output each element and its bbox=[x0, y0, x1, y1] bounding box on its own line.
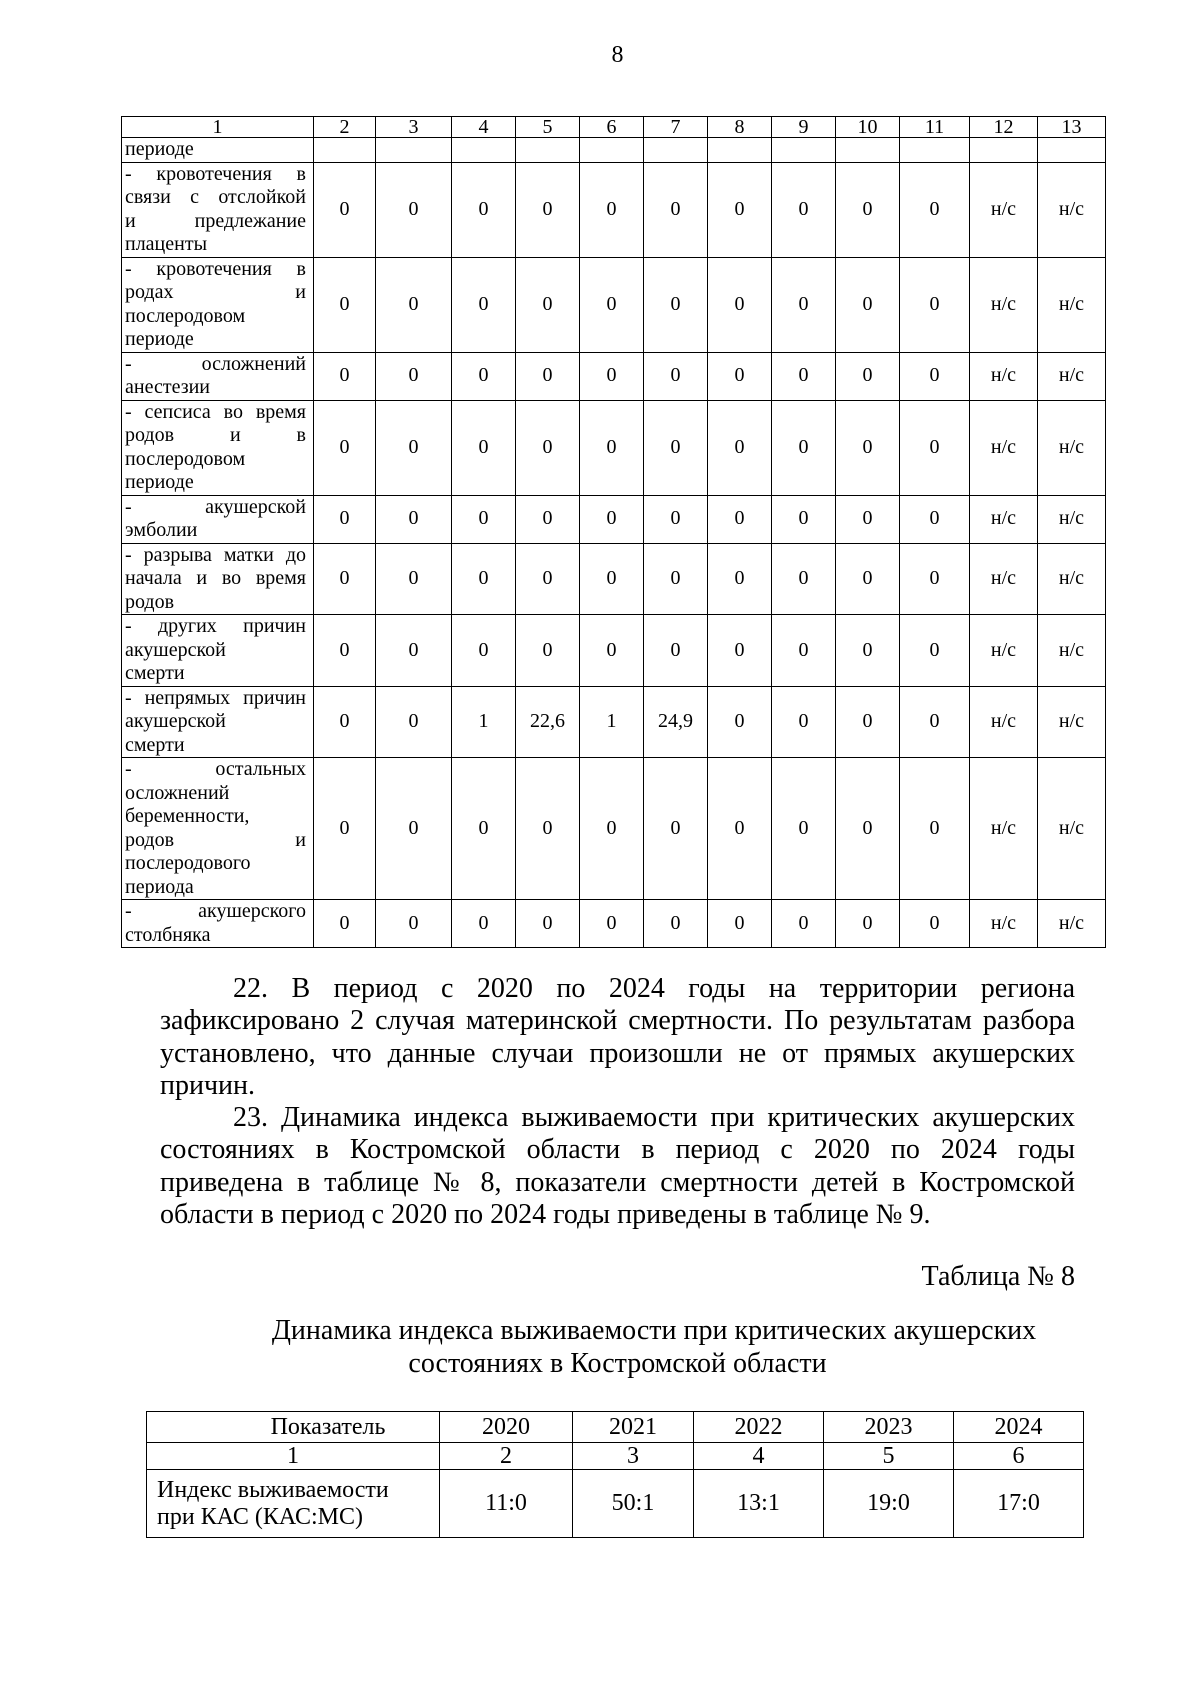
value-cell bbox=[452, 138, 516, 163]
row-label-line: - сепсиса во время bbox=[125, 400, 306, 423]
row-label-line: - кровотечения в bbox=[125, 162, 306, 185]
value-cell: 0 bbox=[772, 352, 836, 400]
column-number-cell: 2 bbox=[314, 117, 376, 138]
value-cell: 0 bbox=[452, 615, 516, 687]
value-cell: 0 bbox=[516, 400, 580, 495]
value-cell: 0 bbox=[772, 162, 836, 257]
value-cell: 0 bbox=[516, 758, 580, 900]
header-cell-year: 2022 bbox=[694, 1412, 824, 1443]
row-label-line: периоде bbox=[125, 328, 194, 350]
paragraph-23-line: 23. Динамика индекса выживаемости при критических акушерских bbox=[233, 1102, 1075, 1134]
row-label-line: начала и во время bbox=[125, 567, 306, 589]
value-cell: 0 bbox=[516, 162, 580, 257]
row-label-line: - остальных bbox=[125, 758, 306, 780]
row-label bbox=[122, 257, 314, 352]
row-label bbox=[122, 352, 314, 400]
value-cell: 0 bbox=[644, 352, 708, 400]
value-cell: н/с bbox=[1038, 686, 1106, 758]
column-number-cell: 5 bbox=[824, 1443, 954, 1470]
row-label-line: - других причин bbox=[125, 615, 306, 637]
value-cell: 0 bbox=[376, 758, 452, 900]
value-cell: 17:0 bbox=[954, 1470, 1084, 1538]
value-cell: 0 bbox=[772, 615, 836, 687]
value-cell: 0 bbox=[772, 400, 836, 495]
paragraph-23-line: приведена в таблице № 8, показатели смертности детей в Костромской bbox=[160, 1166, 1075, 1198]
value-cell: 0 bbox=[708, 400, 772, 495]
value-cell: 0 bbox=[314, 758, 376, 900]
value-cell bbox=[772, 138, 836, 163]
value-cell: 0 bbox=[900, 615, 970, 687]
row-label bbox=[122, 400, 314, 495]
value-cell: 0 bbox=[516, 900, 580, 948]
row-label-line: - акушерского bbox=[125, 900, 306, 922]
value-cell: 0 bbox=[452, 257, 516, 352]
value-cell: н/с bbox=[970, 257, 1038, 352]
value-cell: 0 bbox=[376, 495, 452, 543]
column-number-cell: 4 bbox=[452, 117, 516, 138]
value-cell: 0 bbox=[516, 615, 580, 687]
row-label bbox=[122, 543, 314, 615]
row-label-line: - непрямых причин bbox=[125, 686, 306, 709]
value-cell: 0 bbox=[708, 900, 772, 948]
row-label-line: - разрыва матки до bbox=[125, 543, 306, 566]
row-label-line: родов и bbox=[125, 828, 306, 851]
body-text bbox=[160, 973, 1075, 1231]
column-number-cell: 4 bbox=[694, 1443, 824, 1470]
row-label bbox=[122, 615, 314, 687]
value-cell bbox=[516, 138, 580, 163]
value-cell: 0 bbox=[516, 495, 580, 543]
row-label-line: при КАС (КАС:МС) bbox=[157, 1503, 363, 1530]
page-number: 8 bbox=[611, 42, 624, 68]
row-label-line: беременности, bbox=[125, 805, 250, 827]
column-number-cell: 6 bbox=[954, 1443, 1084, 1470]
row-label-line: акушерской bbox=[125, 638, 226, 661]
header-cell-year: 2023 bbox=[824, 1412, 954, 1443]
paragraph-22-line: 22. В период с 2020 по 2024 годы на территории региона bbox=[233, 973, 1075, 1004]
table-row bbox=[122, 495, 1106, 543]
value-cell: 0 bbox=[452, 495, 516, 543]
column-number-cell: 5 bbox=[516, 117, 580, 138]
value-cell: 0 bbox=[772, 495, 836, 543]
table-row bbox=[122, 257, 1106, 352]
value-cell: 0 bbox=[900, 686, 970, 758]
value-cell: 1 bbox=[452, 686, 516, 758]
value-cell: 0 bbox=[644, 615, 708, 687]
value-cell: 0 bbox=[452, 162, 516, 257]
value-cell: 0 bbox=[452, 900, 516, 948]
value-cell: 0 bbox=[900, 162, 970, 257]
row-label-line: эмболии bbox=[125, 519, 198, 541]
table-row bbox=[122, 900, 1106, 948]
value-cell: н/с bbox=[1038, 758, 1106, 900]
value-cell: 0 bbox=[644, 543, 708, 615]
value-cell: 0 bbox=[376, 257, 452, 352]
column-number-cell: 3 bbox=[573, 1443, 694, 1470]
value-cell: 0 bbox=[708, 495, 772, 543]
column-number-cell: 3 bbox=[376, 117, 452, 138]
value-cell: 0 bbox=[900, 352, 970, 400]
row-label-line: послеродовом bbox=[125, 304, 246, 327]
value-cell: 11:0 bbox=[440, 1470, 573, 1538]
value-cell: 0 bbox=[580, 758, 644, 900]
value-cell: 0 bbox=[452, 400, 516, 495]
value-cell: 0 bbox=[314, 495, 376, 543]
value-cell: 0 bbox=[516, 543, 580, 615]
paragraph-22-line: установлено, что данные случаи произошли не от прямых акушерских bbox=[160, 1037, 1075, 1069]
table-row bbox=[122, 615, 1106, 687]
column-number-cell: 1 bbox=[147, 1443, 440, 1470]
table-body bbox=[122, 117, 1106, 948]
value-cell: 0 bbox=[708, 257, 772, 352]
column-number-cell: 6 bbox=[580, 117, 644, 138]
row-label-line: периоде bbox=[125, 471, 194, 493]
value-cell: 0 bbox=[580, 257, 644, 352]
column-number-cell: 12 bbox=[970, 117, 1038, 138]
value-cell bbox=[708, 138, 772, 163]
value-cell: н/с bbox=[970, 543, 1038, 615]
table-row bbox=[122, 162, 1106, 257]
value-cell: 0 bbox=[644, 495, 708, 543]
value-cell: 0 bbox=[900, 495, 970, 543]
value-cell: 0 bbox=[900, 758, 970, 900]
row-label-line: акушерской bbox=[125, 710, 226, 732]
value-cell: 0 bbox=[580, 543, 644, 615]
value-cell: 22,6 bbox=[516, 686, 580, 758]
column-number-row bbox=[122, 117, 1106, 138]
value-cell: 0 bbox=[772, 686, 836, 758]
value-cell: 0 bbox=[708, 352, 772, 400]
value-cell: 0 bbox=[314, 615, 376, 687]
value-cell: 0 bbox=[314, 257, 376, 352]
survival-index-table bbox=[146, 1411, 1084, 1538]
row-label-line: периода bbox=[125, 875, 194, 898]
value-cell: 0 bbox=[314, 543, 376, 615]
header-cell-year: 2021 bbox=[573, 1412, 694, 1443]
value-cell: 0 bbox=[580, 400, 644, 495]
paragraph-22-line: зафиксировано 2 случая материнской смертности. По результатам разбора bbox=[160, 1005, 1075, 1037]
value-cell: 0 bbox=[376, 162, 452, 257]
value-cell: 0 bbox=[836, 352, 900, 400]
header-cell-year: 2020 bbox=[440, 1412, 573, 1443]
table-title-line: Динамика индекса выживаемости при критических акушерских bbox=[271, 1315, 1037, 1346]
value-cell: 0 bbox=[314, 162, 376, 257]
table-title bbox=[160, 1314, 1075, 1380]
value-cell: н/с bbox=[970, 615, 1038, 687]
value-cell: 0 bbox=[772, 257, 836, 352]
column-number-cell: 11 bbox=[900, 117, 970, 138]
value-cell: 0 bbox=[708, 543, 772, 615]
row-label-line: плаценты bbox=[125, 233, 208, 255]
value-cell: 0 bbox=[580, 615, 644, 687]
header-cell-indicator: Показатель bbox=[147, 1412, 440, 1443]
column-number-cell: 7 bbox=[644, 117, 708, 138]
value-cell: 0 bbox=[376, 615, 452, 687]
value-cell: н/с bbox=[970, 400, 1038, 495]
table-row bbox=[122, 138, 1106, 163]
value-cell bbox=[376, 138, 452, 163]
value-cell: н/с bbox=[970, 900, 1038, 948]
table-row bbox=[122, 400, 1106, 495]
row-label-line: - акушерской bbox=[125, 495, 306, 518]
row-label bbox=[122, 495, 314, 543]
value-cell bbox=[580, 138, 644, 163]
column-number-cell: 8 bbox=[708, 117, 772, 138]
value-cell: н/с bbox=[970, 352, 1038, 400]
value-cell: н/с bbox=[1038, 495, 1106, 543]
value-cell: 0 bbox=[314, 686, 376, 758]
value-cell: 0 bbox=[644, 900, 708, 948]
value-cell: 0 bbox=[900, 543, 970, 615]
value-cell: н/с bbox=[1038, 543, 1106, 615]
value-cell: 0 bbox=[772, 900, 836, 948]
value-cell: 0 bbox=[836, 162, 900, 257]
value-cell: 0 bbox=[900, 900, 970, 948]
column-number-cell: 10 bbox=[836, 117, 900, 138]
column-number-cell: 13 bbox=[1038, 117, 1106, 138]
row-label-line: и предлежание bbox=[125, 209, 306, 232]
value-cell: 0 bbox=[314, 400, 376, 495]
value-cell: 0 bbox=[708, 758, 772, 900]
header-cell-year: 2024 bbox=[954, 1412, 1084, 1443]
paragraph-23-line: состояниях в Костромской области в период с 2020 по 2024 годы bbox=[160, 1134, 1075, 1166]
value-cell: н/с bbox=[1038, 352, 1106, 400]
value-cell: 0 bbox=[376, 352, 452, 400]
value-cell: 0 bbox=[836, 400, 900, 495]
row-label-line: послеродовом bbox=[125, 447, 246, 470]
row-label-line: столбняка bbox=[125, 923, 211, 946]
value-cell bbox=[1038, 138, 1106, 163]
column-number-cell: 1 bbox=[122, 117, 314, 138]
row-label bbox=[122, 162, 314, 257]
value-cell: н/с bbox=[970, 686, 1038, 758]
value-cell: 0 bbox=[516, 352, 580, 400]
table-title-line: состояниях в Костромской области bbox=[408, 1348, 827, 1379]
value-cell: 0 bbox=[836, 543, 900, 615]
value-cell: н/с bbox=[970, 758, 1038, 900]
value-cell: 0 bbox=[836, 495, 900, 543]
value-cell: 0 bbox=[314, 900, 376, 948]
value-cell: 0 bbox=[580, 162, 644, 257]
value-cell: н/с bbox=[1038, 900, 1106, 948]
value-cell: н/с bbox=[970, 495, 1038, 543]
value-cell: 0 bbox=[708, 615, 772, 687]
value-cell: 19:0 bbox=[824, 1470, 954, 1538]
column-number-cell: 9 bbox=[772, 117, 836, 138]
value-cell: н/с bbox=[1038, 162, 1106, 257]
value-cell: 0 bbox=[452, 352, 516, 400]
value-cell: 24,9 bbox=[644, 686, 708, 758]
row-label bbox=[147, 1470, 440, 1538]
row-label-line: смерти bbox=[125, 733, 185, 756]
value-cell: 0 bbox=[580, 495, 644, 543]
table-caption: Таблица № 8 bbox=[921, 1261, 1075, 1292]
value-cell bbox=[644, 138, 708, 163]
value-cell: 0 bbox=[644, 400, 708, 495]
row-label-line: родов bbox=[125, 590, 175, 613]
row-label bbox=[122, 138, 314, 163]
column-number-cell: 2 bbox=[440, 1443, 573, 1470]
value-cell: 13:1 bbox=[694, 1470, 824, 1538]
row-label-line: периоде bbox=[125, 138, 194, 160]
value-cell: 0 bbox=[376, 400, 452, 495]
value-cell bbox=[836, 138, 900, 163]
row-label-line: родах и bbox=[125, 281, 306, 303]
header-row bbox=[147, 1412, 1084, 1443]
value-cell: 0 bbox=[580, 352, 644, 400]
value-cell: 0 bbox=[644, 162, 708, 257]
value-cell: 50:1 bbox=[573, 1470, 694, 1538]
value-cell: 0 bbox=[836, 900, 900, 948]
table-row bbox=[122, 352, 1106, 400]
value-cell: 0 bbox=[772, 758, 836, 900]
table-row bbox=[122, 686, 1106, 758]
value-cell: 0 bbox=[772, 543, 836, 615]
value-cell: 0 bbox=[836, 758, 900, 900]
row-label-line: анестезии bbox=[125, 376, 210, 398]
value-cell: 1 bbox=[580, 686, 644, 758]
value-cell: 0 bbox=[836, 686, 900, 758]
value-cell bbox=[970, 138, 1038, 163]
value-cell: 0 bbox=[644, 257, 708, 352]
value-cell: 0 bbox=[516, 257, 580, 352]
row-label-line: связи с отслойкой bbox=[125, 186, 306, 208]
value-cell: 0 bbox=[376, 900, 452, 948]
value-cell: 0 bbox=[708, 162, 772, 257]
row-label-line: Индекс выживаемости bbox=[157, 1476, 389, 1503]
row-label bbox=[122, 900, 314, 948]
value-cell: н/с bbox=[1038, 615, 1106, 687]
value-cell: 0 bbox=[580, 900, 644, 948]
value-cell bbox=[900, 138, 970, 163]
value-cell: 0 bbox=[376, 686, 452, 758]
value-cell bbox=[314, 138, 376, 163]
value-cell: 0 bbox=[314, 352, 376, 400]
value-cell: 0 bbox=[452, 758, 516, 900]
row-label-line: - кровотечения в bbox=[125, 257, 306, 280]
paragraph-23-line: области в период с 2020 по 2024 годы приведены в таблице № 9. bbox=[160, 1199, 931, 1231]
row-label-line: родов и в bbox=[125, 424, 306, 446]
value-cell: н/с bbox=[1038, 257, 1106, 352]
table-row bbox=[122, 543, 1106, 615]
row-label-line: послеродового bbox=[125, 852, 251, 874]
value-cell: 0 bbox=[452, 543, 516, 615]
row-label-line: смерти bbox=[125, 662, 185, 684]
row-label-line: осложнений bbox=[125, 781, 230, 804]
value-cell: 0 bbox=[836, 257, 900, 352]
paragraph-22-line: причин. bbox=[160, 1069, 256, 1101]
row-label bbox=[122, 686, 314, 758]
value-cell: 0 bbox=[708, 686, 772, 758]
row-label-line: - осложнений bbox=[125, 352, 306, 375]
table-row bbox=[147, 1470, 1084, 1538]
value-cell: 0 bbox=[644, 758, 708, 900]
value-cell: 0 bbox=[376, 543, 452, 615]
maternal-mortality-causes-table bbox=[121, 116, 1106, 948]
value-cell: н/с bbox=[1038, 400, 1106, 495]
value-cell: 0 bbox=[900, 257, 970, 352]
row-label bbox=[122, 758, 314, 900]
value-cell: 0 bbox=[836, 615, 900, 687]
value-cell: н/с bbox=[970, 162, 1038, 257]
column-number-row bbox=[147, 1443, 1084, 1470]
value-cell: 0 bbox=[900, 400, 970, 495]
table-row bbox=[122, 758, 1106, 900]
